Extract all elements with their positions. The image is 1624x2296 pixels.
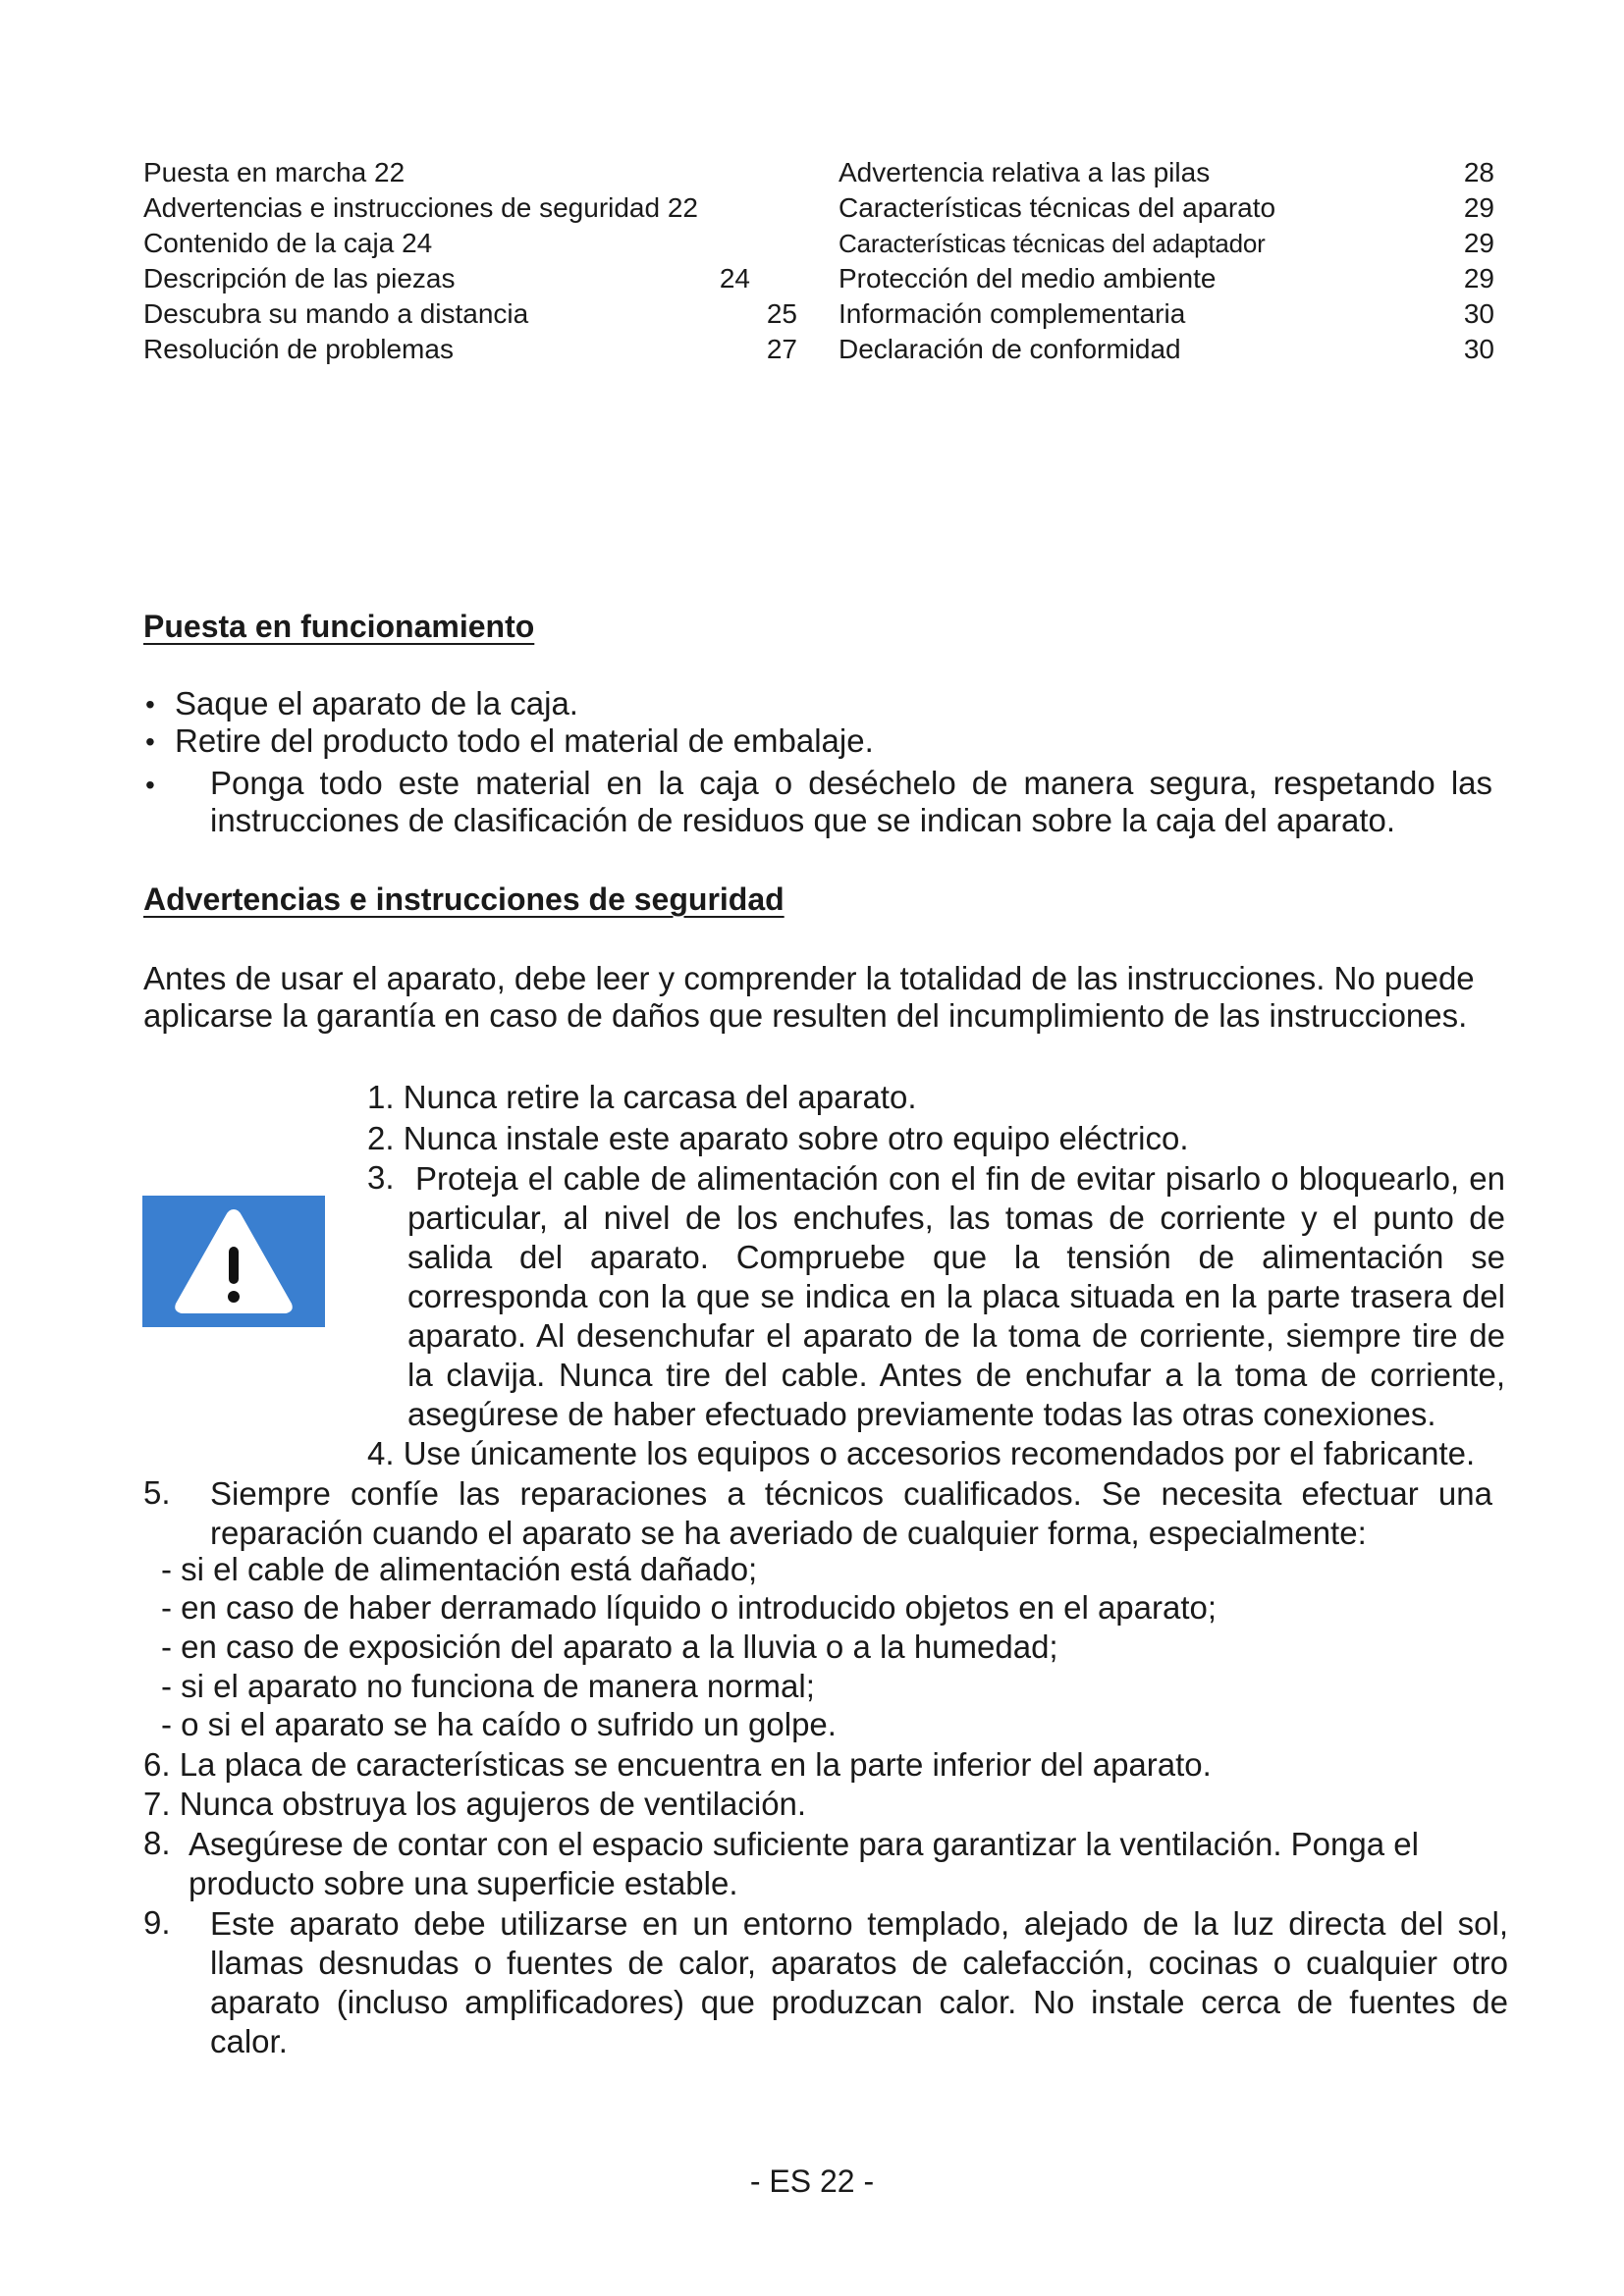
list-item: 2. Nunca instale este aparato sobre otro equipo eléctrico. [367,1120,1189,1156]
section-heading-advertencias: Advertencias e instrucciones de seguridad [143,881,785,917]
toc-entry: Puesta en marcha 22 [143,157,406,187]
toc-page-number: 30 [1463,334,1494,364]
toc-entry: Protección del medio ambiente [839,263,1217,294]
toc-entry: Resolución de problemas [143,334,454,364]
toc-entry: Contenido de la caja 24 [143,228,433,258]
toc-entry: Información complementaria [839,298,1186,329]
toc-page-number: 30 [1463,298,1494,329]
list-item-number: 8. [143,1825,171,1861]
toc-entry: Advertencias e instrucciones de seguridad 22 [143,192,699,223]
sub-list-item: - o si el aparato se ha caído o sufrido un golpe. [161,1706,837,1742]
list-item: 4. Use únicamente los equipos o accesorios recomendados por el fabricante. [367,1435,1476,1471]
list-item-number: 9. [143,1904,171,1941]
list-item: 1. Nunca retire la carcasa del aparato. [367,1079,917,1115]
list-item: Retire del producto todo el material de embalaje. [175,722,874,759]
bullet-marker: • [145,726,155,757]
page-number: - ES 22 - [749,2163,875,2199]
toc-page-number: 25 [766,298,797,329]
toc-entry: Declaración de conformidad [839,334,1181,364]
toc-entry: Advertencia relativa a las pilas [839,157,1211,187]
list-item: 7. Nunca obstruya los agujeros de ventilación. [143,1786,807,1822]
toc-entry: Descripción de las piezas [143,263,456,294]
sub-list-item: - si el aparato no funciona de manera normal; [161,1668,815,1704]
list-item: Proteja el cable de alimentación con el fin de evitar pisarlo o bloquearlo, en particular, al nivel de los enchufes, las tomas de corriente y el punto de salida del aparato. Compruebe que la tensión de alimentación se corresponda con la que se indica en la placa situada en la parte trasera del aparato. Al desenchufar el aparato de la toma de corriente, siempre tire de la clavija. Nunca tire del cable. Antes de enchufar a la toma de corriente, asegúrese de haber efectuado previamente todas las otras conexiones. [407,1160,1505,1432]
toc-page-number: 29 [1463,263,1494,294]
toc-entry: Características técnicas del aparato [839,192,1276,223]
list-item: Saque el aparato de la caja. [175,685,578,721]
intro-paragraph: Antes de usar el aparato, debe leer y comprender la totalidad de las instrucciones. No puede aplicarse la garantía en caso de daños que resulten del incumplimiento de las instrucciones. [143,960,1475,1034]
toc-page-number: 24 [719,263,750,294]
toc-entry: Características técnicas del adaptador [839,229,1266,258]
sub-list-item: - en caso de exposición del aparato a la lluvia o a la humedad; [161,1629,1058,1665]
list-item: Asegúrese de contar con el espacio suficiente para garantizar la ventilación. Ponga el producto sobre una superficie estable. [189,1826,1419,1901]
list-item: Ponga todo este material en la caja o deséchelo de manera segura, respetando las instrucciones de clasificación de residuos que se indican sobre la caja del aparato. [210,765,1492,838]
list-item-number: 3. [367,1159,395,1196]
warning-triangle-icon-graphic [142,1196,325,1327]
bullet-marker: • [145,770,155,800]
list-item-number: 5. [143,1474,171,1511]
bullet-marker: • [145,689,155,720]
toc-page-number: 27 [766,334,797,364]
toc-page-number: 28 [1463,157,1494,187]
list-item: Este aparato debe utilizarse en un entorno templado, alejado de la luz directa del sol, llamas desnudas o fuentes de calor, aparatos de calefacción, cocinas o cualquier otro aparato (incluso amplificadores) que produzcan calor. No instale cerca de fuentes de calor. [210,1905,1508,2059]
warning-triangle-icon [142,1196,325,1327]
list-item: 6. La placa de características se encuentra en la parte inferior del aparato. [143,1746,1212,1783]
toc-page-number: 29 [1463,192,1494,223]
sub-list-item: - si el cable de alimentación está dañado; [161,1551,758,1587]
toc-entry: Descubra su mando a distancia [143,298,529,329]
list-item: Siempre confíe las reparaciones a técnicos cualificados. Se necesita efectuar una reparación cuando el aparato se ha averiado de cualquier forma, especialmente: [210,1475,1492,1551]
toc-page-number: 29 [1463,228,1494,258]
sub-list-item: - en caso de haber derramado líquido o introducido objetos en el aparato; [161,1589,1218,1626]
section-heading-puesta-en-funcionamiento: Puesta en funcionamiento [143,609,535,644]
